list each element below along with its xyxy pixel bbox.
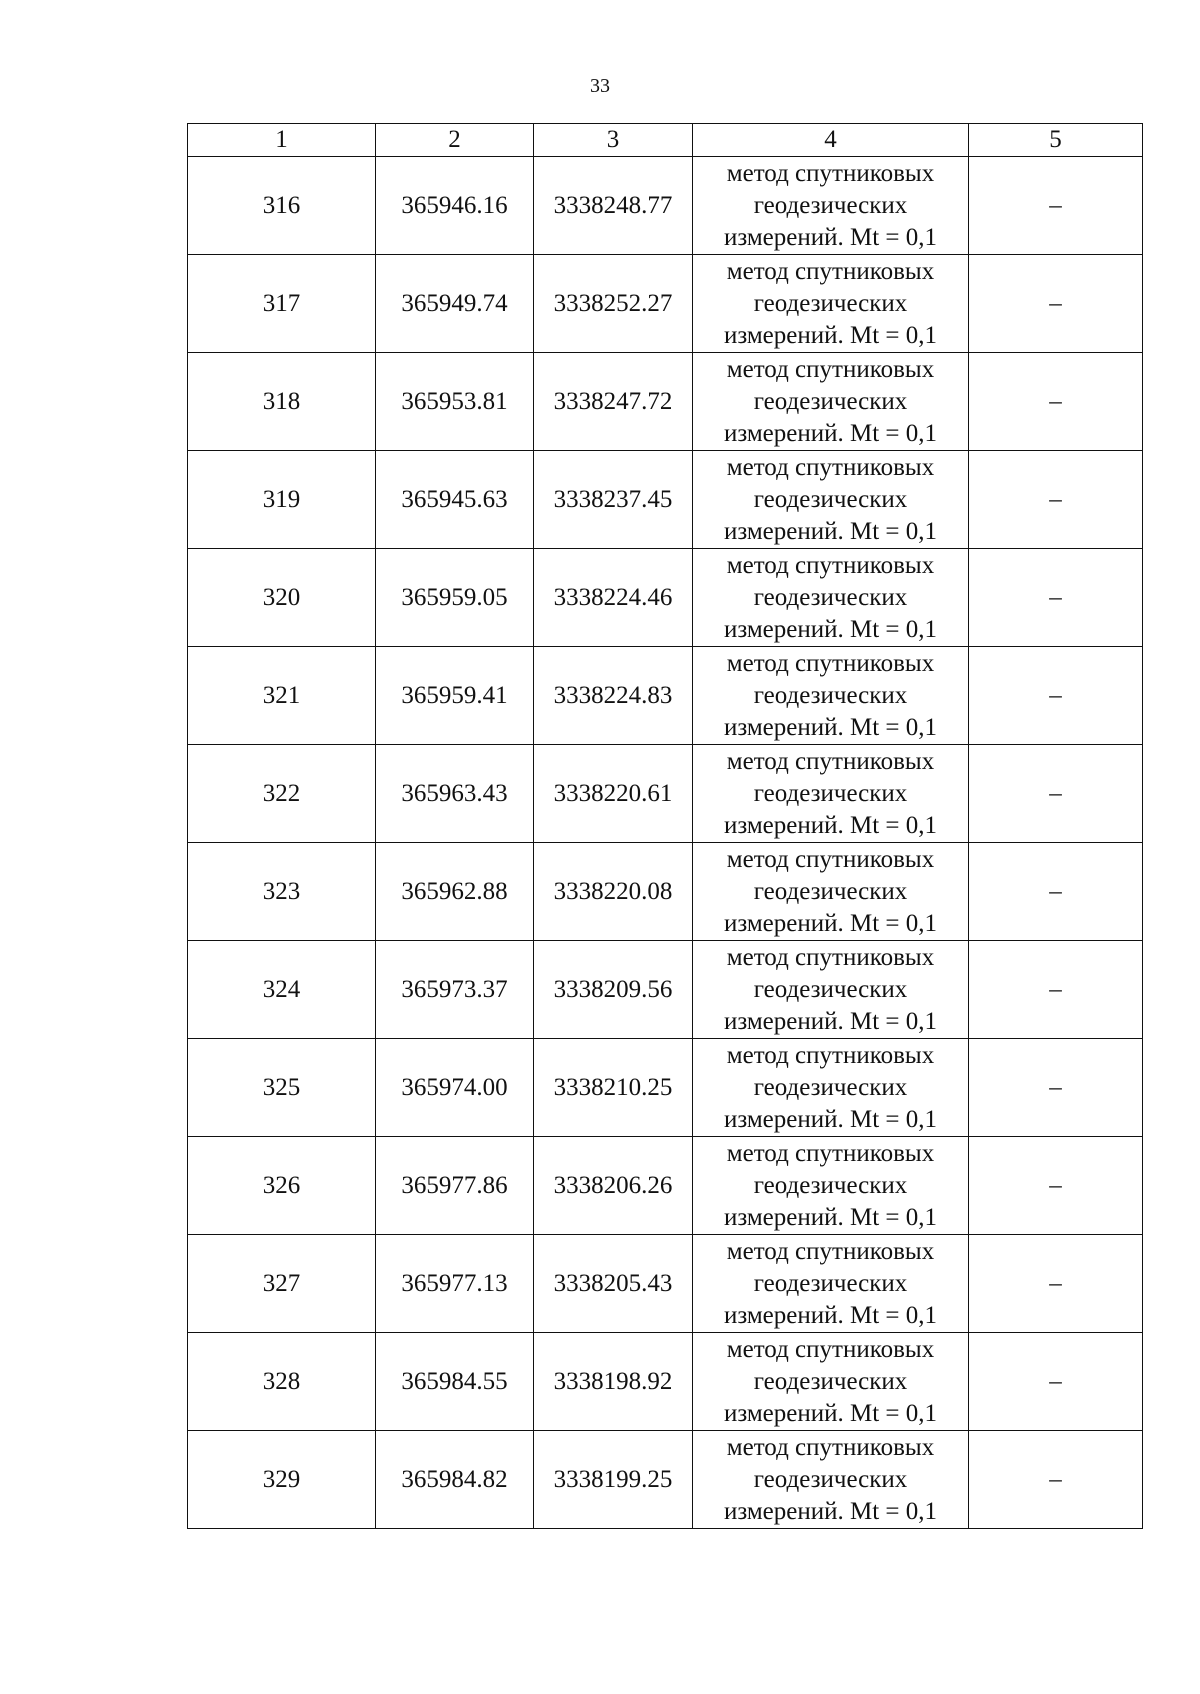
method-cell: [693, 1137, 969, 1235]
y-coordinate-cell: 3338224.83: [534, 647, 693, 745]
method-text: метод спутниковых геодезических измерений. Mt = 0,1: [723, 1433, 938, 1525]
table-row: [188, 1431, 1143, 1529]
method-text: метод спутниковых геодезических измерений. Mt = 0,1: [723, 845, 938, 937]
note-cell: –: [969, 941, 1143, 1039]
point-number-cell: 326: [188, 1137, 376, 1235]
point-number-cell: 323: [188, 843, 376, 941]
point-number-cell: 324: [188, 941, 376, 1039]
method-cell: [693, 647, 969, 745]
method-text: метод спутниковых геодезических измерений. Mt = 0,1: [723, 649, 938, 741]
method-text: метод спутниковых геодезических измерений. Mt = 0,1: [723, 355, 938, 447]
method-text: метод спутниковых геодезических измерений. Mt = 0,1: [723, 1237, 938, 1329]
method-text: метод спутниковых геодезических измерений. Mt = 0,1: [723, 1335, 938, 1427]
x-coordinate-cell: 365984.82: [376, 1431, 534, 1529]
y-coordinate-cell: 3338252.27: [534, 255, 693, 353]
method-text: метод спутниковых геодезических измерений. Mt = 0,1: [723, 551, 938, 643]
note-cell: –: [969, 843, 1143, 941]
note-cell: –: [969, 647, 1143, 745]
note-cell: –: [969, 1137, 1143, 1235]
y-coordinate-cell: 3338248.77: [534, 157, 693, 255]
column-header-1: 1: [188, 124, 376, 157]
x-coordinate-cell: 365977.86: [376, 1137, 534, 1235]
y-coordinate-cell: 3338205.43: [534, 1235, 693, 1333]
x-coordinate-cell: 365946.16: [376, 157, 534, 255]
x-coordinate-cell: 365953.81: [376, 353, 534, 451]
column-header-2: 2: [376, 124, 534, 157]
table-row: [188, 941, 1143, 1039]
note-cell: –: [969, 745, 1143, 843]
x-coordinate-cell: 365945.63: [376, 451, 534, 549]
method-cell: [693, 1333, 969, 1431]
coordinates-table: [187, 123, 1143, 1529]
y-coordinate-cell: 3338237.45: [534, 451, 693, 549]
table-row: [188, 549, 1143, 647]
y-coordinate-cell: 3338199.25: [534, 1431, 693, 1529]
method-text: метод спутниковых геодезических измерений. Mt = 0,1: [723, 159, 938, 251]
method-cell: [693, 353, 969, 451]
table-row: [188, 157, 1143, 255]
method-text: метод спутниковых геодезических измерений. Mt = 0,1: [723, 747, 938, 839]
method-cell: [693, 549, 969, 647]
x-coordinate-cell: 365984.55: [376, 1333, 534, 1431]
table-row: [188, 745, 1143, 843]
point-number-cell: 318: [188, 353, 376, 451]
note-cell: –: [969, 353, 1143, 451]
point-number-cell: 317: [188, 255, 376, 353]
y-coordinate-cell: 3338206.26: [534, 1137, 693, 1235]
method-cell: [693, 1235, 969, 1333]
column-header-4: 4: [693, 124, 969, 157]
method-cell: [693, 255, 969, 353]
x-coordinate-cell: 365974.00: [376, 1039, 534, 1137]
table-row: [188, 843, 1143, 941]
note-cell: –: [969, 255, 1143, 353]
method-text: метод спутниковых геодезических измерений. Mt = 0,1: [723, 943, 938, 1035]
table-row: [188, 1235, 1143, 1333]
x-coordinate-cell: 365949.74: [376, 255, 534, 353]
table-row: [188, 1039, 1143, 1137]
method-cell: [693, 941, 969, 1039]
method-cell: [693, 451, 969, 549]
point-number-cell: 327: [188, 1235, 376, 1333]
method-cell: [693, 1431, 969, 1529]
y-coordinate-cell: 3338220.08: [534, 843, 693, 941]
column-header-3: 3: [534, 124, 693, 157]
y-coordinate-cell: 3338198.92: [534, 1333, 693, 1431]
y-coordinate-cell: 3338210.25: [534, 1039, 693, 1137]
x-coordinate-cell: 365959.41: [376, 647, 534, 745]
x-coordinate-cell: 365962.88: [376, 843, 534, 941]
method-text: метод спутниковых геодезических измерений. Mt = 0,1: [723, 257, 938, 349]
x-coordinate-cell: 365973.37: [376, 941, 534, 1039]
point-number-cell: 329: [188, 1431, 376, 1529]
note-cell: –: [969, 451, 1143, 549]
note-cell: –: [969, 1039, 1143, 1137]
table-row: [188, 1137, 1143, 1235]
note-cell: –: [969, 549, 1143, 647]
method-cell: [693, 843, 969, 941]
point-number-cell: 316: [188, 157, 376, 255]
point-number-cell: 320: [188, 549, 376, 647]
method-cell: [693, 157, 969, 255]
y-coordinate-cell: 3338224.46: [534, 549, 693, 647]
table-row: [188, 255, 1143, 353]
method-text: метод спутниковых геодезических измерений. Mt = 0,1: [723, 453, 938, 545]
table-row: [188, 647, 1143, 745]
x-coordinate-cell: 365963.43: [376, 745, 534, 843]
x-coordinate-cell: 365959.05: [376, 549, 534, 647]
note-cell: –: [969, 157, 1143, 255]
point-number-cell: 322: [188, 745, 376, 843]
note-cell: –: [969, 1235, 1143, 1333]
note-cell: –: [969, 1431, 1143, 1529]
table-row: [188, 451, 1143, 549]
table-row: [188, 1333, 1143, 1431]
method-cell: [693, 1039, 969, 1137]
method-text: метод спутниковых геодезических измерений. Mt = 0,1: [723, 1041, 938, 1133]
y-coordinate-cell: 3338209.56: [534, 941, 693, 1039]
note-cell: –: [969, 1333, 1143, 1431]
y-coordinate-cell: 3338220.61: [534, 745, 693, 843]
x-coordinate-cell: 365977.13: [376, 1235, 534, 1333]
y-coordinate-cell: 3338247.72: [534, 353, 693, 451]
point-number-cell: 319: [188, 451, 376, 549]
column-header-5: 5: [969, 124, 1143, 157]
point-number-cell: 328: [188, 1333, 376, 1431]
point-number-cell: 321: [188, 647, 376, 745]
table-header-row: [188, 124, 1143, 157]
point-number-cell: 325: [188, 1039, 376, 1137]
table-row: [188, 353, 1143, 451]
page-number: 33: [590, 75, 610, 97]
method-text: метод спутниковых геодезических измерений. Mt = 0,1: [723, 1139, 938, 1231]
method-cell: [693, 745, 969, 843]
table-body: [188, 157, 1143, 1529]
